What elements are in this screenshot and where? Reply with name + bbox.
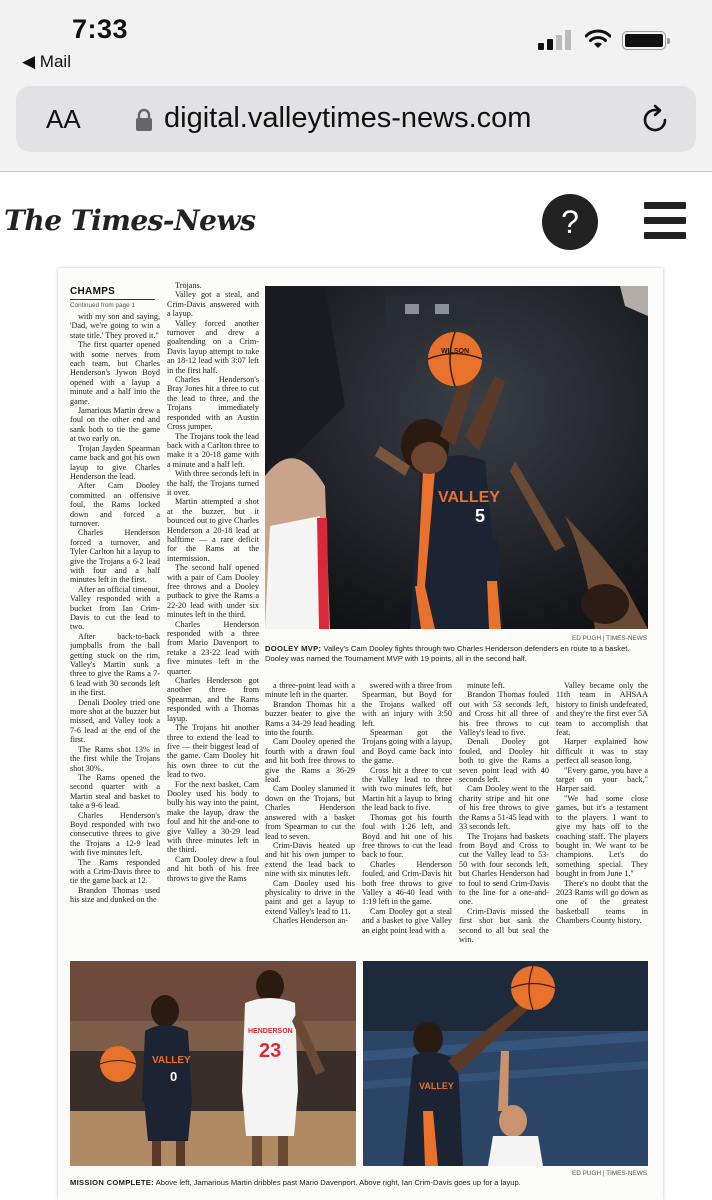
- main-photo-caption: [265, 644, 648, 663]
- article-column-3: [265, 681, 355, 957]
- article-paragraph: Valley became only the 11th team in AHSAA history to finish undefeated, and they're the first ever 5A team to accomplish that feat.: [556, 681, 648, 738]
- cellular-signal-icon: [538, 30, 574, 50]
- ball-brand: WILSON: [441, 348, 469, 355]
- article-paragraph: After Cam Dooley committed an offensive foul, the Rams locked down and forced a turnover.: [70, 481, 160, 528]
- article-paragraph: Cam Dooley went to the charity stripe and hit one of his free throws to give the Rams a 51-45 lead with 33 seconds left.: [459, 784, 549, 832]
- article-paragraph: Denali Dooley tried one more shot at the buzzer but missed, and Valley took a 7-6 lead at the end of the first.: [70, 697, 160, 745]
- article-column-2: [167, 281, 259, 911]
- article-paragraph: With three seconds left in the half, the Trojans turned it over.: [167, 469, 259, 497]
- newspaper-page[interactable]: [58, 268, 663, 1200]
- url-text[interactable]: digital.valleytimes-news.com: [164, 102, 532, 134]
- wifi-icon: [585, 28, 611, 50]
- article-paragraph: Spearman got the Trojans going with a layup, and Boyd came back into the game.: [362, 728, 452, 766]
- bottom-caption-lead: MISSION COMPLETE:: [70, 1178, 154, 1187]
- bottom-left-jersey1-number: 0: [170, 1069, 178, 1084]
- site-logo[interactable]: The Times-News: [4, 204, 256, 237]
- bottom-photo-caption: [70, 1178, 648, 1188]
- article-paragraph: Cam Dooley got a steal and a basket to give Valley an eight point lead with a: [362, 906, 452, 935]
- help-button[interactable]: ?: [542, 194, 598, 250]
- article-paragraph: Cam Dooley slammed it down on the Trojans, but Charles Henderson answered with a basket from Spearman to cut the lead to seven.: [265, 784, 355, 841]
- article-paragraph: Crim-Davis missed the first shot but sank the second to all but seal the win.: [459, 906, 549, 944]
- article-paragraph: Brandon Thomas fouled out with 53 seconds left, and Cross hit all three of his free throws to cut Valley's lead to five.: [459, 690, 549, 738]
- article-paragraph: The Trojans took the lead back with a Carlton three to make it a 20-18 game with a minute and a half left.: [167, 431, 259, 469]
- article-paragraph: The Trojans had baskets from Boyd and Cross to cut the Valley lead to 53-50 with four seconds left, but Charles Henderson had to foul to send Crim-Davis to the line for a one-and-one.: [459, 831, 549, 907]
- bottom-right-jersey-text: VALLEY: [419, 1081, 454, 1091]
- menu-icon[interactable]: [644, 200, 686, 242]
- bottom-photo-credit: ED PUGH | TIMES-NEWS: [571, 1170, 647, 1177]
- article-column-6: [556, 681, 648, 957]
- back-to-mail-link[interactable]: ◀ Mail: [22, 52, 71, 71]
- article-paragraph: Charles Henderson an-: [273, 916, 349, 926]
- bottom-right-photo: [363, 961, 648, 1166]
- article-paragraph: Brandon Thomas hit a buzzer beater to give the Rams a 34-29 lead heading into the fourth.: [265, 699, 355, 738]
- article-paragraph: The Rams shot 13% in the first while the Trojans shot 30%.: [70, 744, 160, 773]
- article-paragraph: The first quarter opened with some nerves from each team, but Charles Henderson's Jywon Boyd opened with a layup a minute and a half into the game.: [70, 340, 160, 406]
- article-paragraph: Brandon Thomas used his size and dunked on the: [70, 885, 160, 905]
- bottom-left-photo: [70, 961, 356, 1166]
- article-paragraph: "Every game, you have a target on your back," Harper said.: [556, 765, 648, 794]
- bottom-left-jersey1-text: VALLEY: [152, 1055, 191, 1066]
- article-paragraph: Cam Dooley used his physicality to drive in the paint and get a layup to extend Valley's lead to 11.: [265, 878, 355, 916]
- article-paragraph: For the next basket, Cam Dooley used his body to bully his way into the paint, make the layup, draw the foul and hit the and-one to give Valley a 30-29 lead with three minutes left in the third.: [167, 779, 259, 855]
- article-column-1: [70, 312, 160, 924]
- main-caption-lead: DOOLEY MVP:: [265, 644, 322, 653]
- article-paragraph: Charles Henderson forced a turnover, and Tyler Carlton hit a layup to give the Trojans a 6-2 lead with four and a half minutes left in the first.: [70, 528, 160, 585]
- article-paragraph: Charles Henderson fouled, and Crim-Davis hit both free throws to give Valley a 46-40 lead with 1:19 left in the game.: [362, 859, 452, 907]
- article-paragraph: Cam Dooley drew a foul and hit both of his free throws to give the Rams: [167, 854, 259, 883]
- bottom-caption-text: Above left, Jamarious Martin dribbles past Mario Davenport. Above right, Ian Crim-Davis goes up for a layup.: [155, 1178, 521, 1187]
- article-paragraph: Charles Henderson's Boyd responded with two consecutive threes to give the Trojans a 12-9 lead with five minutes left.: [70, 810, 160, 858]
- section-title: CHAMPS: [70, 286, 116, 297]
- divider: [70, 299, 155, 300]
- article-column-5: [459, 681, 549, 957]
- article-paragraph: with my son and saying, 'Dad, we're going to win a state title.' They proved it.": [70, 312, 160, 340]
- article-paragraph: "We had some close games, but it's a testament to the players. I want to give my hats off to the coaching staff. The players bought in. We want to be champions. Let's do something special. They bought in from June 1.": [556, 793, 648, 879]
- article-paragraph: The Trojans hit another three to extend the lead to five — their biggest lead of the game. Cam Dooley hit his own three to cut the lead to two.: [167, 723, 259, 780]
- site-header: [0, 172, 712, 268]
- article-paragraph: Trojan Jayden Spearman came back and got his own layup to give Charles Henderson the lead.: [70, 443, 160, 481]
- article-paragraph: Martin attempted a shot at the buzzer, but it bounced out to give Charles Henderson a 20-18 lead at halftime — a rare deficit for the Rams at the intermission.: [167, 497, 259, 563]
- article-paragraph: Crim-Davis heated up and hit his own jumper to extend the lead back to nine with six minutes left.: [265, 840, 355, 879]
- article-paragraph: Harper explained how difficult it was to stay perfect all season long.: [556, 737, 648, 766]
- clock: 7:33: [72, 14, 129, 44]
- article-paragraph: There's no doubt that the 2023 Rams will go down as one of the greatest basketball teams in Chambers County history.: [556, 878, 648, 926]
- article-paragraph: Charles Henderson got another three from Spearman, and the Rams responded with a Thomas layup.: [167, 676, 259, 723]
- main-photo-jersey-number: 5: [475, 506, 486, 526]
- article-paragraph: Charles Henderson responded with a three from Mario Davenport to retake a 23-22 lead with five minutes left in the quarter.: [167, 619, 259, 676]
- article-paragraph: The Rams responded with a Crim-Davis three to tie the game back at 12.: [70, 857, 160, 886]
- article-paragraph: Trojans.: [175, 281, 202, 290]
- article-paragraph: After back-to-back jumpballs from the ball getting stuck on the rim, Valley's Martin sunk a three to give the Rams a 7-6 lead with 30 seconds left in the first.: [70, 631, 160, 698]
- text-size-button[interactable]: AA: [46, 104, 81, 134]
- article-paragraph: After an official timeout, Valley responded with a bucket from Ian Crim-Davis to cut the lead to two.: [70, 584, 160, 632]
- article-paragraph: a three-point lead with a minute left in the quarter.: [265, 681, 355, 700]
- main-photo-jersey-text: VALLEY: [438, 489, 500, 506]
- main-photo: [265, 286, 648, 629]
- main-photo-credit: ED PUGH | TIMES-NEWS: [571, 635, 647, 642]
- browser-toolbar: [0, 80, 712, 172]
- continued-note: Continued from page 1: [70, 302, 136, 309]
- article-column-4: [362, 681, 452, 957]
- status-bar: [0, 0, 712, 80]
- battery-icon: [622, 31, 666, 50]
- article-paragraph: Cross hit a three to cut the Valley lead to three with two minutes left, but Martin hit a layup to bring the lead back to five.: [362, 765, 452, 813]
- bottom-left-jersey2-number: 23: [259, 1040, 282, 1062]
- main-caption-text: Valley's Cam Dooley fights through two Charles Henderson defenders en route to a basket. Dooley was named the Tournament MVP with 19 points, all in the second half.: [265, 644, 630, 663]
- bottom-left-jersey2-text: HENDERSON: [248, 1028, 293, 1035]
- article-paragraph: Jamarious Martin drew a foul on the other end and sank both to tie the game at two early on.: [70, 406, 160, 444]
- article-paragraph: minute left.: [467, 681, 505, 690]
- article-paragraph: Thomas got his fourth foul with 1:26 left, and Boyd and hit one of his free throws to cut the lead back to four.: [362, 812, 452, 860]
- article-paragraph: Denali Dooley got fouled, and Dooley hit both to give the Rams a seven point lead with 40 seconds left.: [459, 737, 549, 785]
- address-bar[interactable]: [16, 86, 696, 152]
- article-paragraph: Valley forced another turnover and drew a goaltending on a Crim-Davis layup attempt to take an 18-12 lead with 3:07 left in the first half.: [167, 318, 259, 375]
- article-paragraph: swered with a three from Spearman, but Boyd for the Trojans walked off with an injury with 3:50 left.: [362, 681, 452, 728]
- lock-icon: [134, 108, 154, 132]
- article-paragraph: Valley got a steal, and Crim-Davis answered with a layup.: [167, 290, 259, 319]
- article-paragraph: The second half opened with a pair of Cam Dooley free throws and a Dooley putback to give the Rams a 22-20 lead with under six minutes left in the third.: [167, 563, 259, 620]
- article-paragraph: Cam Dooley opened the fourth with a drawn foul and hit both free throws to give the Rams a 36-29 lead.: [265, 737, 355, 785]
- reload-icon[interactable]: [638, 103, 672, 137]
- article-paragraph: Charles Henderson's Bray Jones hit a three to cut the lead to three, and the Trojans immediately responded with an Austin Cross jumper.: [167, 375, 259, 432]
- article-paragraph: The Rams opened the second quarter with a Martin steal and basket to take a 9-6 lead.: [70, 772, 160, 811]
